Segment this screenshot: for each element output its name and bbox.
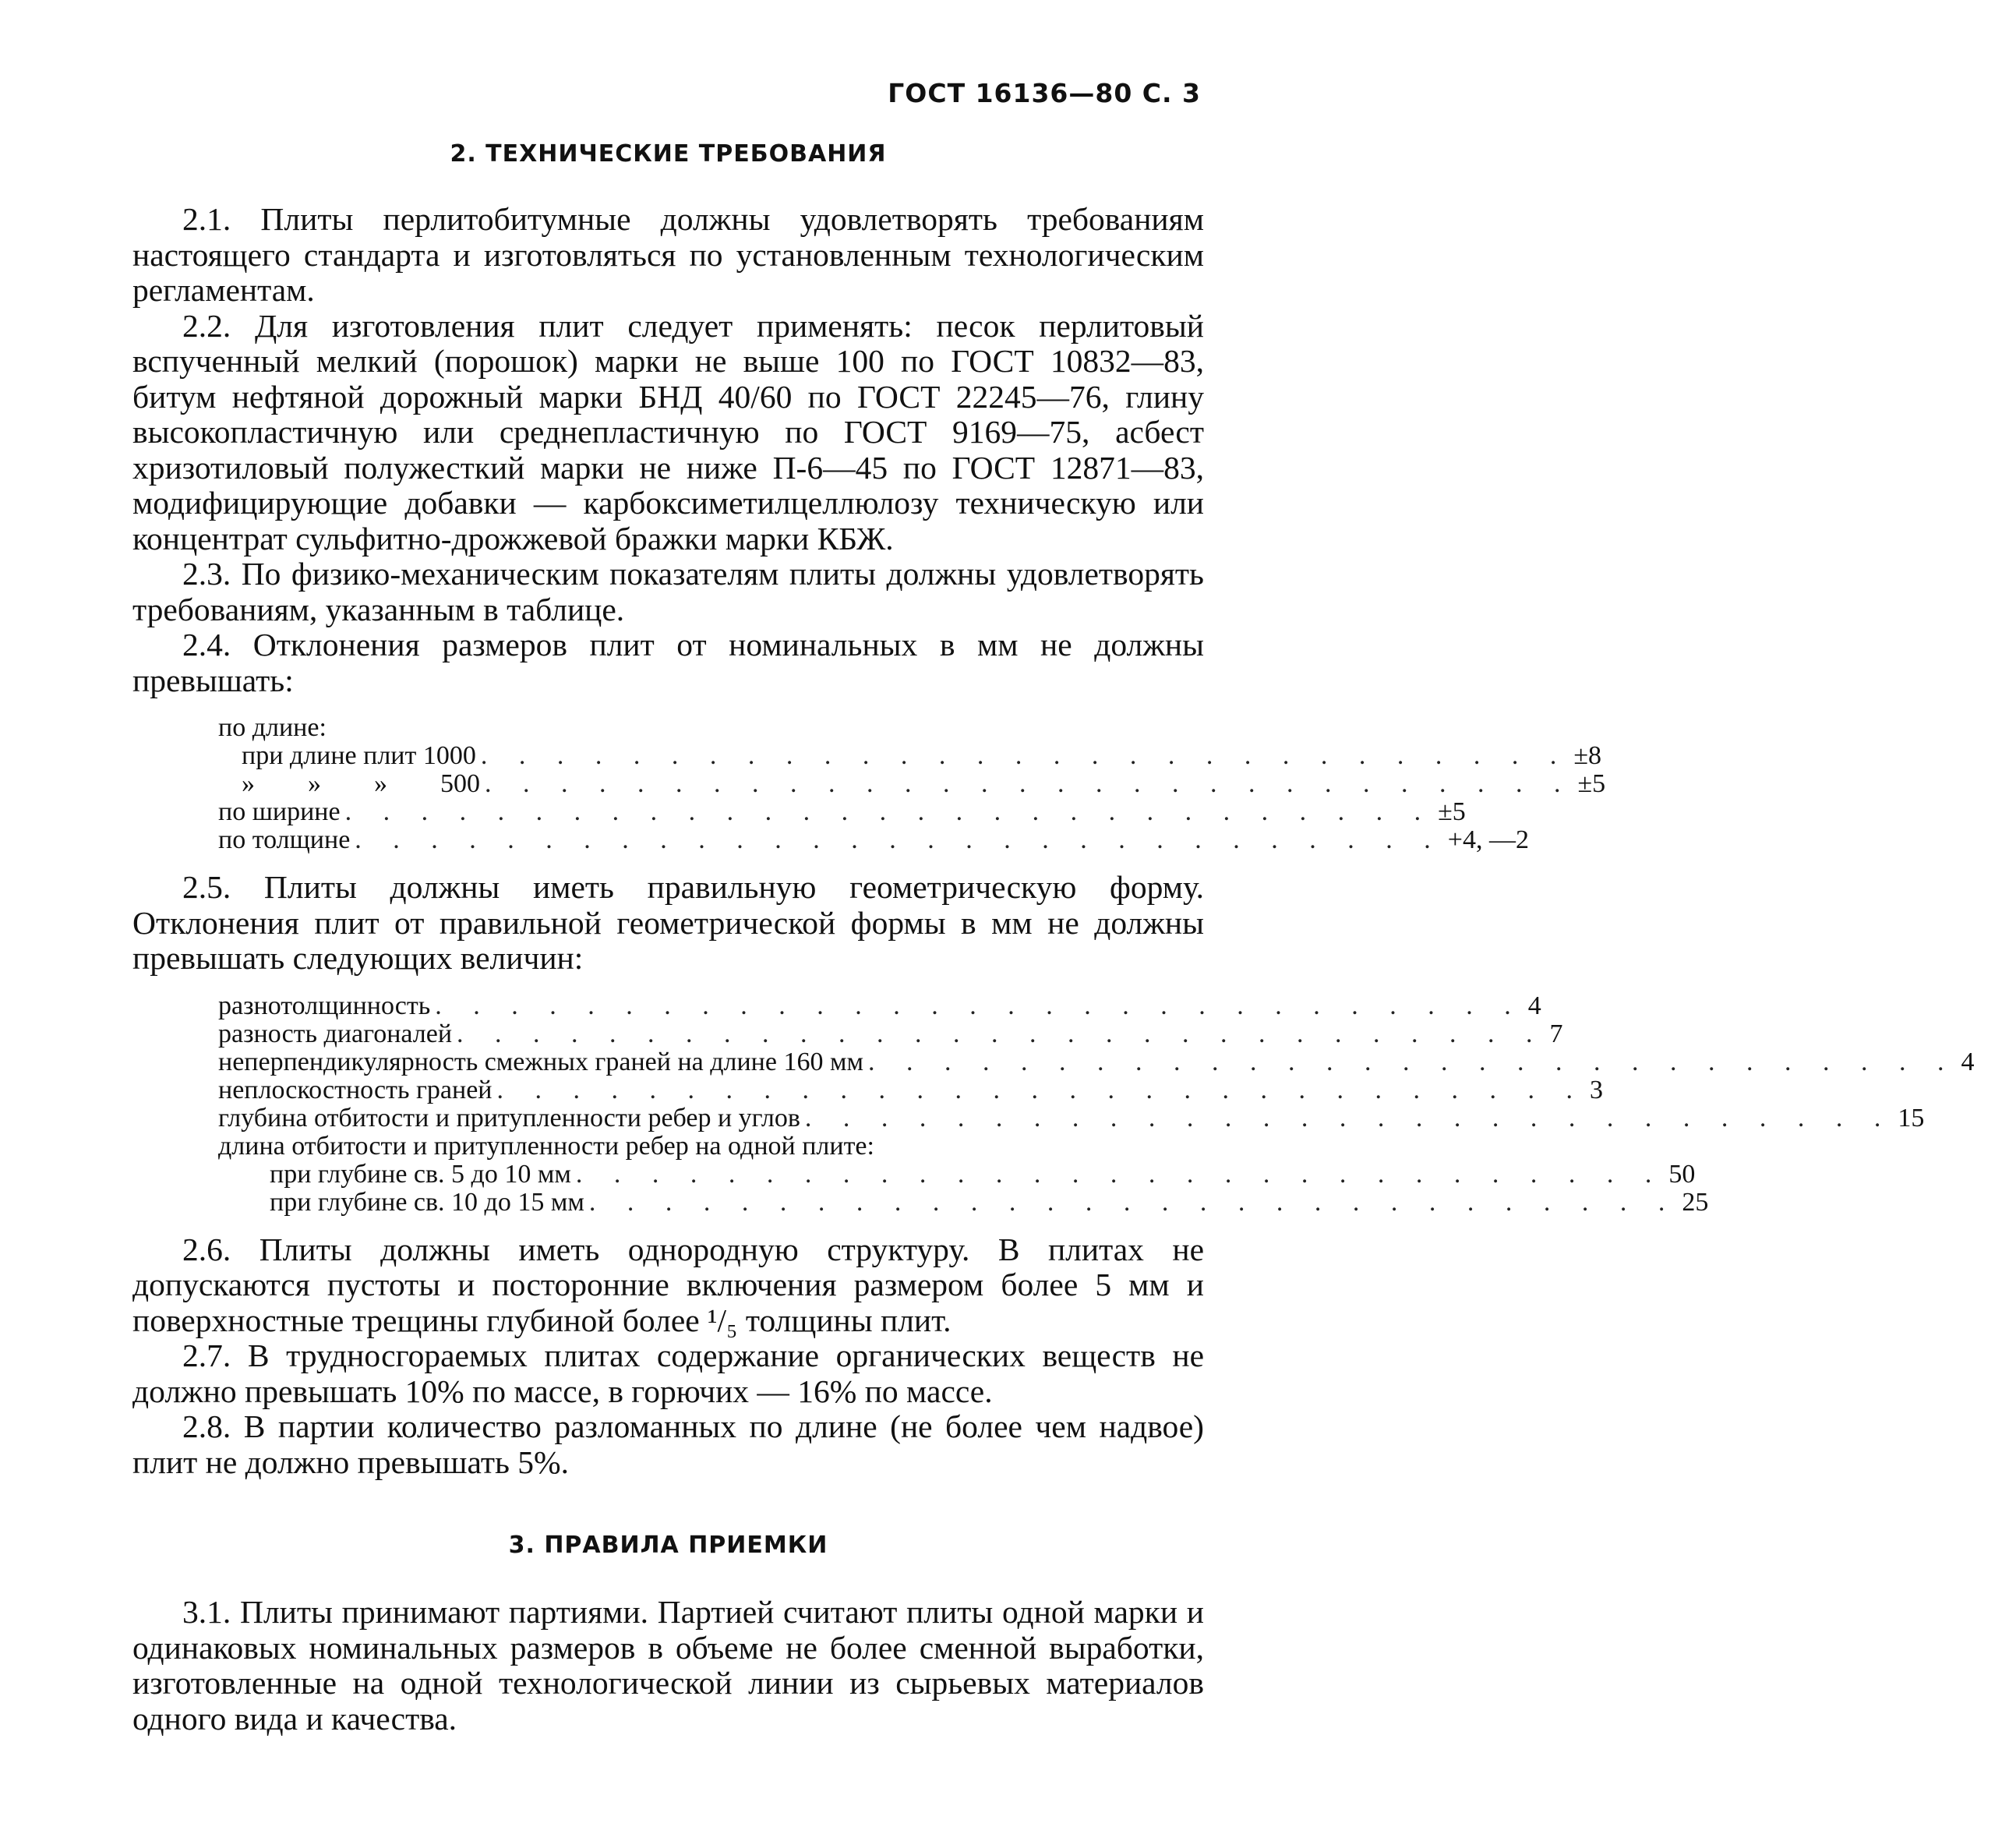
list-item <box>218 1159 1696 1189</box>
leader-dots: . . . . . . . . . . . . . . . . . . . . . . . . . . . . . <box>868 1047 1957 1076</box>
list-item-value: 3 <box>1590 1075 1603 1104</box>
list-item <box>218 1019 1563 1048</box>
length-heading: по длине: <box>218 713 327 742</box>
list-item-value: +4, —2 <box>1447 825 1529 854</box>
list-item-value: 7 <box>1549 1019 1563 1048</box>
list-item <box>218 1187 1709 1217</box>
list-item <box>218 741 1602 770</box>
list-item-label: по толщине <box>218 825 351 854</box>
geometry-tolerance-list <box>218 991 1975 1217</box>
clause-2-4: 2.4. Отклонения размеров плит от номинальных в мм не должны превышать: <box>132 627 1204 698</box>
clause-2-1: 2.1. Плиты перлитобитумные должны удовлетворять требованиям настоящего стандарта и изготовляться по установленным технологическим регламентам. <box>132 201 1204 308</box>
list-item <box>218 769 1606 798</box>
list-item-value: 15 <box>1898 1103 1925 1133</box>
clause-2-6: 2.6. Плиты должны иметь однородную структуру. В плитах не допускаются пустоты и посторонние включения размером более 5 мм и поверхностные трещины глубиной более ¹/₅ толщины плит. <box>132 1231 1204 1338</box>
section-2-title: 2. ТЕХНИЧЕСКИЕ ТРЕБОВАНИЯ <box>450 140 887 168</box>
list-item <box>218 1047 1975 1076</box>
leader-dots: . . . . . . . . . . . . . . . . . . . . . . . . . . . . . <box>485 769 1573 798</box>
list-item-value: ±5 <box>1577 769 1606 798</box>
document-reference: ГОСТ 16136—80 С. 3 <box>888 78 1201 108</box>
leader-dots: . . . . . . . . . . . . . . . . . . . . . . . . . . . . . <box>575 1159 1665 1189</box>
clause-3-1: 3.1. Плиты принимают партиями. Партией считают плиты одной марки и одинаковых номинальных размеров в объеме не более сменной выработки, изготовленные на одной технологической линии из сырьевых материалов одного вида и качества. <box>132 1594 1204 1737</box>
leader-dots: . . . . . . . . . . . . . . . . . . . . . . . . . . . . . <box>435 991 1523 1020</box>
list-item <box>218 1133 1169 1161</box>
list-item-label: неперпендикулярность смежных граней на длине 160 мм <box>218 1047 864 1076</box>
leader-dots: . . . . . . . . . . . . . . . . . . . . . . . . . . . . . <box>804 1103 1894 1133</box>
list-item-value: ±8 <box>1573 741 1602 770</box>
clause-2-5: 2.5. Плиты должны иметь правильную геометрическую форму. Отклонения плит от правильной геометрической формы в мм не должны превышать следующих величин: <box>132 869 1204 976</box>
list-item-label: при глубине св. 10 до 15 мм <box>270 1187 584 1217</box>
list-item <box>218 991 1541 1020</box>
leader-dots: . . . . . . . . . . . . . . . . . . . . . . . . . . . . . <box>457 1019 1545 1048</box>
clause-2-8: 2.8. В партии количество разломанных по длине (не более чем надвое) плит не должно превышать 5%. <box>132 1408 1204 1480</box>
clause-2-3: 2.3. По физико-механическим показателям плиты должны удовлетворять требованиям, указанным в таблице. <box>132 556 1204 627</box>
clause-2-2: 2.2. Для изготовления плит следует применять: песок перлитовый вспученный мелкий (порошок) марки не выше 100 по ГОСТ 10832—83, битум нефтяной дорожный марки БНД 40/60 по ГОСТ 22245—76, глину высокопластичную или среднепластичную по ГОСТ 9169—75, асбест хризотиловый полужесткий марки не ниже П-6—45 по ГОСТ 12871—83, модифицирующие добавки — карбоксиметилцеллюлозу техническую или концентрат сульфитно-дрожжевой бражки марки КБЖ. <box>132 307 1204 557</box>
list-item-label: разнотолщинность <box>218 991 431 1020</box>
leader-dots: . . . . . . . . . . . . . . . . . . . . . . . . . . . . . <box>480 741 1569 770</box>
chip-length-heading: длина отбитости и притупленности ребер на одной плите: <box>218 1131 874 1161</box>
list-item-label: » » » 500 <box>242 769 480 798</box>
clause-2-7: 2.7. В трудносгораемых плитах содержание органических веществ не должно превышать 10% по массе, в горючих — 16% по массе. <box>132 1337 1204 1409</box>
list-item-value: 25 <box>1682 1187 1709 1217</box>
list-item <box>218 1075 1603 1104</box>
list-item-label: при глубине св. 5 до 10 мм <box>270 1159 571 1189</box>
list-item-value: 4 <box>1961 1047 1975 1076</box>
leader-dots: . . . . . . . . . . . . . . . . . . . . . . . . . . . . . <box>496 1075 1585 1104</box>
list-item <box>218 714 1169 742</box>
list-item-label: глубина отбитости и притупленности ребер и углов <box>218 1103 800 1133</box>
list-item-value: 4 <box>1527 991 1541 1020</box>
list-item-label: разность диагоналей <box>218 1019 453 1048</box>
list-item <box>218 825 1529 854</box>
list-item-label: неплоскостность граней <box>218 1075 493 1104</box>
list-item-label: при длине плит 1000 <box>242 741 476 770</box>
leader-dots: . . . . . . . . . . . . . . . . . . . . . . . . . . . . . <box>344 797 1434 826</box>
list-item <box>218 1103 1925 1133</box>
list-item-value: ±5 <box>1438 797 1466 826</box>
leader-dots: . . . . . . . . . . . . . . . . . . . . . . . . . . . . . <box>588 1187 1678 1217</box>
leader-dots: . . . . . . . . . . . . . . . . . . . . . . . . . . . . . <box>355 825 1443 854</box>
list-item-value: 50 <box>1668 1159 1696 1189</box>
page-body <box>132 78 1975 1737</box>
dimension-tolerance-list <box>218 713 1606 854</box>
list-item-label: по ширине <box>218 797 341 826</box>
section-3-title: 3. ПРАВИЛА ПРИЕМКИ <box>508 1532 828 1559</box>
list-item <box>218 797 1466 826</box>
